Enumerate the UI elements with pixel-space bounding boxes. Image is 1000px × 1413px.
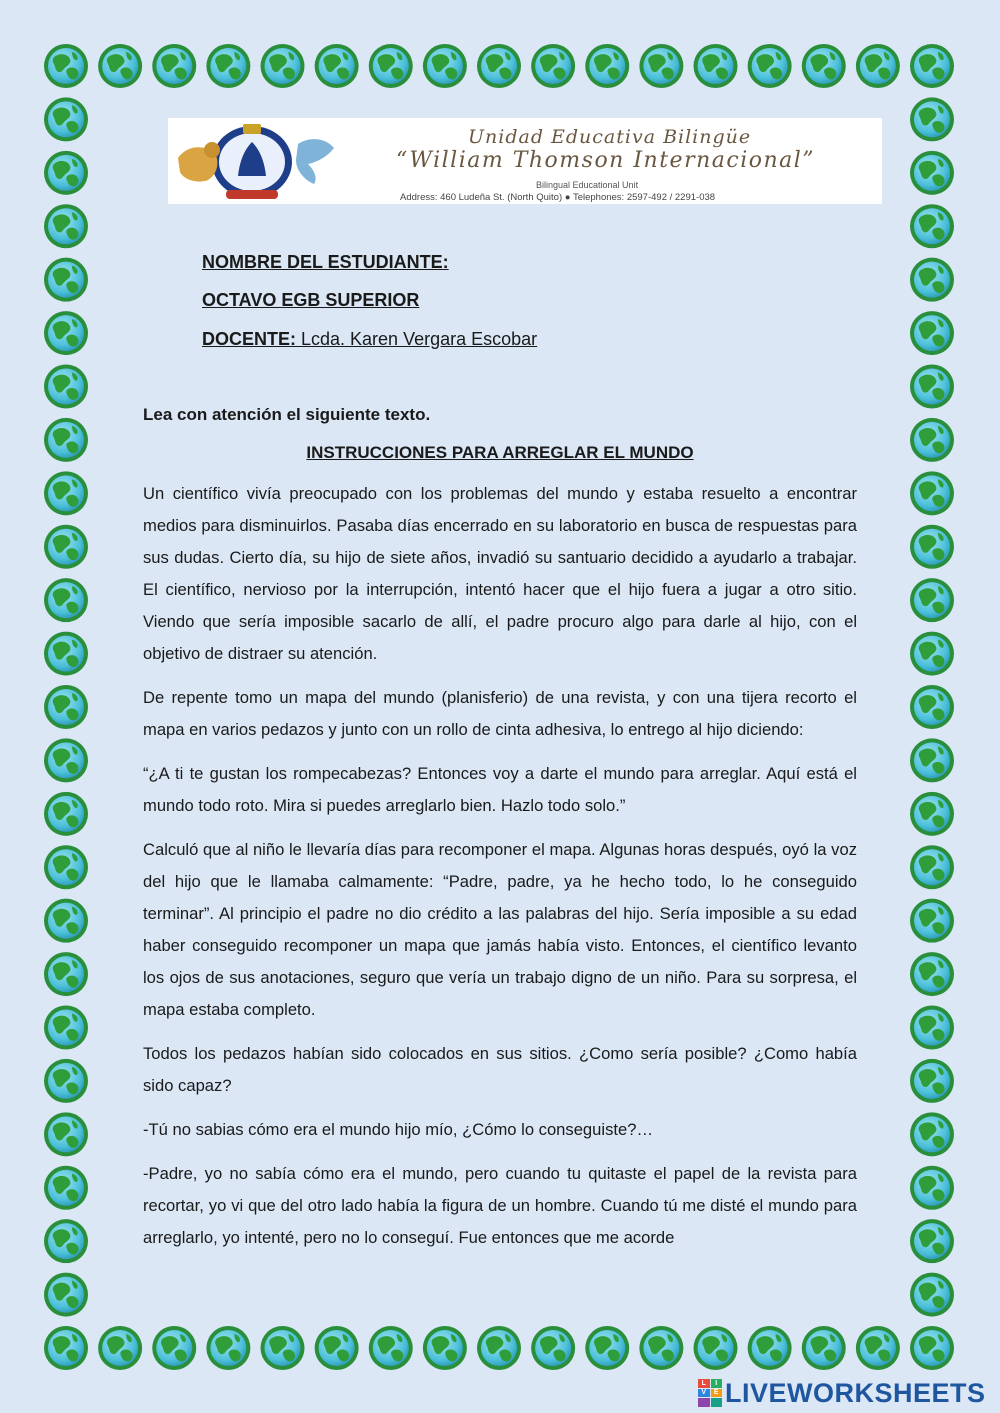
globe-icon xyxy=(531,44,575,88)
globe-icon xyxy=(44,97,88,141)
school-crest-icon xyxy=(168,118,343,204)
school-unit: Bilingual Educational Unit xyxy=(536,180,639,190)
globe-icon xyxy=(910,632,954,676)
globe-icon xyxy=(44,845,88,889)
globe-icon xyxy=(44,1166,88,1210)
globe-icon xyxy=(910,1166,954,1210)
globe-icon xyxy=(44,738,88,782)
globe-icon xyxy=(748,1326,792,1370)
story-body xyxy=(143,478,857,1266)
globe-icon xyxy=(910,1006,954,1050)
globe-icon xyxy=(910,845,954,889)
globe-icon xyxy=(44,1112,88,1156)
school-header xyxy=(168,118,882,204)
globe-icon xyxy=(369,44,413,88)
globe-icon xyxy=(44,1059,88,1103)
globe-icon xyxy=(44,1326,88,1370)
liveworksheets-logo-icon: L I V E xyxy=(698,1379,722,1407)
globe-icon xyxy=(44,44,88,88)
grade-label: OCTAVO EGB SUPERIOR xyxy=(202,290,420,310)
story-title: INSTRUCCIONES PARA ARREGLAR EL MUNDO xyxy=(306,443,694,462)
story-paragraph: Calculó que al niño le llevaría días para recomponer el mapa. Algunas horas después, oyó la voz del hijo que le llamaba calmamente: “Padre, padre, ya he hecho todo, lo he conseguido terminar”. Al principio el padre no dio crédito a las palabras del hijo. Sería imposible a su edad haber conseguido recomponer un mapa que jamás había visto. Entonces, el científico levanto los ojos de sus anotaciones, seguro que vería un trabajo digno de un niño. Para su sorpresa, el mapa estaba completo. xyxy=(143,840,857,1019)
globe-icon xyxy=(315,1326,359,1370)
globe-icon xyxy=(44,204,88,248)
globe-icon xyxy=(910,151,954,195)
globe-icon xyxy=(694,44,738,88)
globe-icon xyxy=(910,738,954,782)
globe-icon xyxy=(910,1059,954,1103)
globe-icon xyxy=(423,1326,467,1370)
globe-icon xyxy=(910,44,954,88)
globe-icon xyxy=(910,471,954,515)
globe-icon xyxy=(748,44,792,88)
globe-icon xyxy=(44,311,88,355)
globe-icon xyxy=(585,44,629,88)
globe-icon xyxy=(261,44,305,88)
teacher-line xyxy=(202,329,537,350)
globe-icon xyxy=(44,685,88,729)
globe-icon xyxy=(639,1326,683,1370)
globe-icon xyxy=(44,151,88,195)
globe-icon xyxy=(315,44,359,88)
globe-icon xyxy=(44,471,88,515)
globe-icon xyxy=(639,44,683,88)
globe-icon xyxy=(910,418,954,462)
globe-icon xyxy=(44,952,88,996)
globe-icon xyxy=(694,1326,738,1370)
header-title: Unidad Educativa Bilingüe xyxy=(468,126,752,148)
globe-icon xyxy=(856,1326,900,1370)
globe-icon xyxy=(910,685,954,729)
globe-icon xyxy=(910,525,954,569)
globe-icon xyxy=(44,365,88,409)
globe-icon xyxy=(910,204,954,248)
story-paragraph: -Tú no sabias cómo era el mundo hijo mío, ¿Cómo lo conseguiste?… xyxy=(143,1120,654,1139)
globe-icon xyxy=(585,1326,629,1370)
story-paragraph: Todos los pedazos habían sido colocados en sus sitios. ¿Como sería posible? ¿Como había sido capaz? xyxy=(143,1044,857,1095)
globe-icon xyxy=(44,632,88,676)
globe-icon xyxy=(910,311,954,355)
globe-icon xyxy=(44,578,88,622)
globe-icon xyxy=(802,1326,846,1370)
globe-icon xyxy=(423,44,467,88)
story-paragraph: “¿A ti te gustan los rompecabezas? Entonces voy a darte el mundo para arreglar. Aquí está el mundo todo roto. Mira si puedes arreglarlo bien. Hazlo todo solo.” xyxy=(143,764,857,815)
globe-icon xyxy=(477,44,521,88)
globe-icon xyxy=(910,258,954,302)
globe-icon xyxy=(44,899,88,943)
globe-icon xyxy=(910,1112,954,1156)
globe-icon xyxy=(206,1326,250,1370)
globe-icon xyxy=(910,578,954,622)
globe-icon xyxy=(98,44,142,88)
globe-icon xyxy=(152,44,196,88)
globe-icon xyxy=(44,1273,88,1317)
school-address: Address: 460 Ludeña St. (North Quito) ● Telephones: 2597-492 / 2291-038 xyxy=(400,192,716,203)
globe-icon xyxy=(44,792,88,836)
globe-icon xyxy=(369,1326,413,1370)
globe-icon xyxy=(206,44,250,88)
globe-icon xyxy=(802,44,846,88)
globe-icon xyxy=(44,1219,88,1263)
globe-icon xyxy=(44,525,88,569)
story-paragraph: -Padre, yo no sabía cómo era el mundo, pero cuando tu quitaste el papel de la revista para recortar, yo vi que del otro lado había la figura de un hombre. Cuando tú me disté el mundo para arreglarlo, yo intenté, pero no lo conseguí. Fue entonces que me acorde xyxy=(143,1164,857,1247)
globe-icon xyxy=(910,1326,954,1370)
globe-icon xyxy=(531,1326,575,1370)
story-paragraph: De repente tomo un mapa del mundo (planisferio) de una revista, y con una tijera recorto el mapa en varios pedazos y junto con un rollo de cinta adhesiva, lo entrego al hijo diciendo: xyxy=(143,688,857,739)
school-name: “William Thomson Internacional” xyxy=(396,148,816,173)
globe-icon xyxy=(44,258,88,302)
instruction: Lea con atención el siguiente texto. xyxy=(143,405,431,424)
globe-icon xyxy=(44,418,88,462)
globe-icon xyxy=(98,1326,142,1370)
globe-icon xyxy=(44,1006,88,1050)
liveworksheets-text: LIVEWORKSHEETS xyxy=(725,1377,986,1408)
globe-icon xyxy=(910,1273,954,1317)
globe-icon xyxy=(152,1326,196,1370)
story-paragraph: Un científico vivía preocupado con los problemas del mundo y estaba resuelto a encontrar medios para disminuirlos. Pasaba días encerrado en su laboratorio en busca de respuestas para sus dudas. Cierto día, su hijo de siete años, invadió su santuario decidido a ayudarlo a trabajar. El científico, nervioso por la interrupción, intentó hacer que el hijo fuera a jugar a otro sitio. Viendo que sería imposible sacarlo de allí, el padre procuro algo para darle al hijo, con el objetivo de distraer su atención. xyxy=(143,484,857,663)
student-name-label: NOMBRE DEL ESTUDIANTE: xyxy=(202,252,449,272)
globe-icon xyxy=(261,1326,305,1370)
teacher-label: DOCENTE: xyxy=(202,329,296,349)
globe-icon xyxy=(910,97,954,141)
globe-icon xyxy=(910,952,954,996)
globe-icon xyxy=(856,44,900,88)
teacher-name: Lcda. Karen Vergara Escobar xyxy=(296,329,538,349)
globe-icon xyxy=(910,1219,954,1263)
globe-icon xyxy=(910,365,954,409)
globe-icon xyxy=(910,899,954,943)
globe-icon xyxy=(910,792,954,836)
globe-icon xyxy=(477,1326,521,1370)
liveworksheets-watermark xyxy=(698,1377,986,1409)
